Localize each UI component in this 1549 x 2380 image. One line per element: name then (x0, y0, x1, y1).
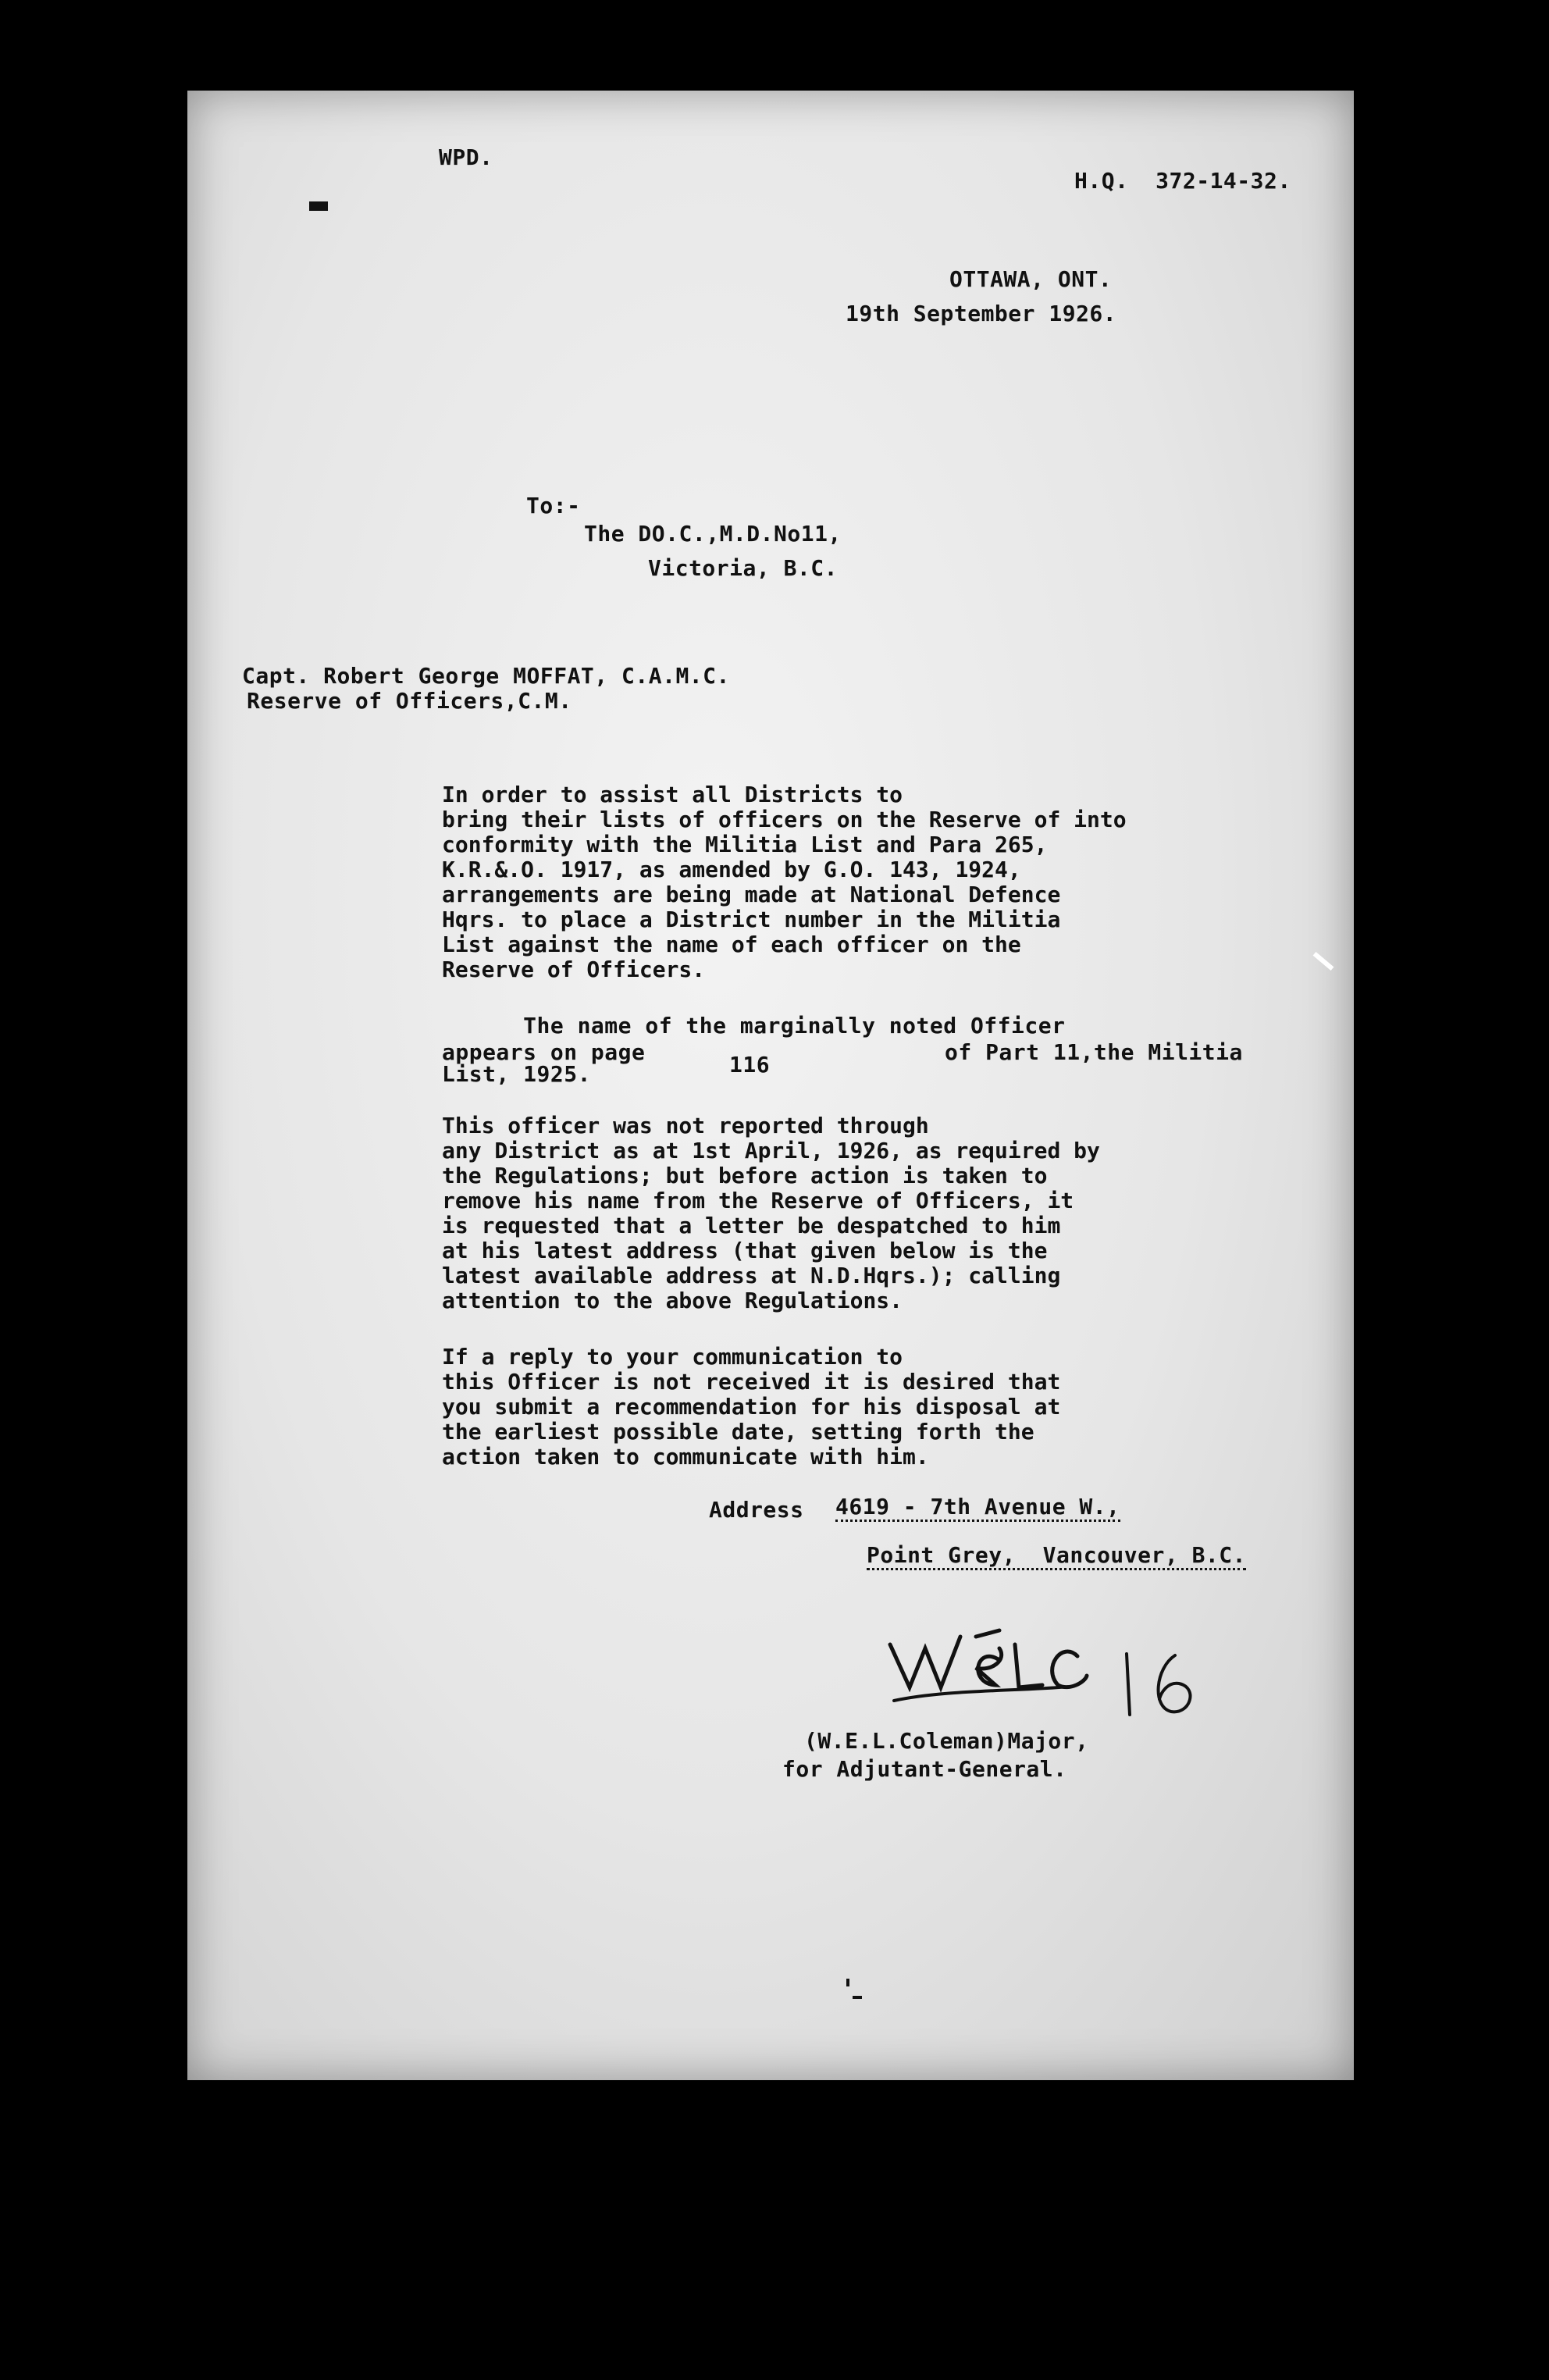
page-number: 116 (729, 1052, 771, 1078)
paragraph-2-part: of Part 11,the Militia (945, 1039, 1243, 1065)
recipient-line-2: Victoria, B.C. (648, 555, 839, 581)
ink-speck (853, 1996, 862, 1999)
paragraph-3: This officer was not reported through any District as at 1st April, 1926, as required by the Regulations; but before action is taken to remove his name from the Reserve of Officers, it is requested that a letter be despatched to him at his latest address (that given below is the latest available address at N.D.Hqrs.); calling attention to the above Regulations. (442, 1113, 1100, 1313)
subject-reserve: Reserve of Officers,C.M. (247, 688, 572, 714)
paragraph-2-list: List, 1925. (442, 1061, 591, 1087)
address-line-2: Point Grey, Vancouver, B.C. (867, 1543, 1246, 1570)
letter-page (187, 91, 1354, 2080)
signatory-name: (W.E.L.Coleman)Major, (804, 1728, 1089, 1754)
recipient-line-1: The DO.C.,M.D.No11, (584, 521, 842, 547)
paragraph-2-appears: appears on page (442, 1039, 646, 1065)
date-line: 19th September 1926. (846, 301, 1117, 326)
ink-mark (309, 201, 328, 211)
paragraph-1: In order to assist all Districts to bring their lists of officers on the Reserve of into conformity with the Militia List and Para 265, K.R.&.O. 1917, as amended by G.O. 143, 1924, arrangements are being made at National Defence Hqrs. to place a District number in the Militia List against the name of each officer on the Reserve of Officers. (442, 782, 1127, 982)
file-reference: H.Q. 372-14-32. (1074, 168, 1291, 194)
address-line-1: 4619 - 7th Avenue W., (835, 1495, 1120, 1522)
signature (882, 1613, 1101, 1707)
paragraph-2-line-1: The name of the marginally noted Officer (442, 1013, 1066, 1039)
handwritten-number (1113, 1644, 1237, 1723)
ink-speck (846, 1979, 849, 1986)
to-label: To:- (526, 493, 581, 518)
subject-officer: Capt. Robert George MOFFAT, C.A.M.C. (242, 663, 730, 689)
place-line: OTTAWA, ONT. (949, 266, 1113, 292)
address-label: Address (709, 1497, 804, 1523)
office-code: WPD. (439, 144, 493, 170)
paragraph-4: If a reply to your communication to this Officer is not received it is desired that you submit a recommendation for his disposal at the earliest possible date, setting forth the action taken to communicate with him. (442, 1344, 1061, 1470)
signatory-title: for Adjutant-General. (782, 1756, 1067, 1782)
